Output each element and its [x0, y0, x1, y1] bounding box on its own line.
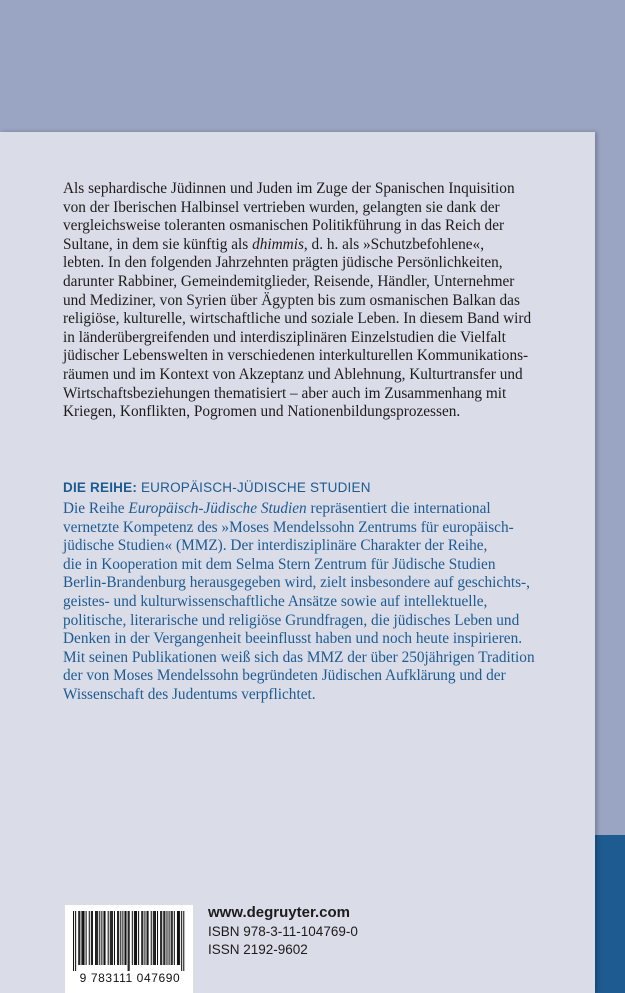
barcode-bar [111, 911, 112, 965]
barcode-bar [126, 911, 127, 965]
book-blurb: Als sephardische Jüdinnen und Juden im Zuge der Spanischen Inquisition von der Iberischen Halbinsel vertrieben wurden, gelangten sie dank der vergleichsweise toleranten osmanischen Politikführung in das Reich der Sultane, in dem sie künftig als dhimmis, d. h. als »Schutzbefohlene«, lebten. In den folgenden Jahrzehnten prägten jüdische Persönlichkeiten, darunter Rabbiner, Gemeindemitglieder, Reisende, Händler, Unternehmer und Mediziner, von Syrien über Ägypten bis zum osmanischen Balkan das religiöse, kulturelle, wirtschaftliche und soziale Leben. In diesem Band wird in länderübergreifenden und interdisziplinären Einzelstudien die Vielfalt jüdischer Lebenswelten in verschiedenen interkulturellen Kommunikations- räumen und im Kontext von Akzeptanz und Ablehnung, Kulturtransfer und Wirtschaftsbeziehungen thematisiert – aber auch im Zusammenhang mit Kriegen, Konflikten, Pogromen und Nationenbildungsprozessen. [63, 180, 532, 421]
series-name: EUROPÄISCH-JÜDISCHE STUDIEN [140, 480, 371, 495]
barcode-bar [117, 911, 118, 965]
barcode-bar [171, 911, 172, 965]
barcode-bar [135, 911, 136, 965]
barcode-bar [147, 911, 148, 965]
barcode-bar [97, 911, 98, 965]
barcode-bar [103, 911, 104, 965]
barcode-bar [178, 911, 179, 965]
barcode-bar [181, 911, 182, 971]
barcode-bar [172, 911, 173, 965]
barcode-bar [138, 911, 139, 965]
barcode-bar [155, 911, 156, 965]
barcode-bar [75, 911, 76, 971]
barcode-bar [118, 911, 119, 965]
barcode-bar [151, 911, 152, 965]
barcode-bar [110, 911, 111, 965]
barcode-bar [183, 911, 184, 971]
barcode-bar [148, 911, 149, 965]
barcode-bar [79, 911, 80, 965]
barcode-bar [132, 911, 133, 965]
barcode-bar [161, 911, 162, 965]
barcode-bar [82, 911, 83, 965]
barcode-bar [91, 911, 92, 965]
barcode-bar [136, 911, 137, 965]
barcode-bar [73, 911, 74, 971]
barcode-bar [166, 911, 167, 965]
barcode-bar [99, 911, 100, 965]
series-description: Die Reihe Europäisch-Jüdische Studien repräsentiert die international vernetzte Kompetenz des »Moses Mendelssohn Zentrums für europäisch- jüdische Studien« (MMZ). Der interdisziplinäre Charakter der Reihe, die in Kooperation mit dem Selma Stern Zentrum für Jüdische Studien Berlin-Brandenburg herausgegeben wird, zielt insbesondere auf geschichts-, geistes- und kulturwissenschaftliche Ansätze sowie auf intellektuelle, politische, literarische und religiöse Grundfragen, die jüdisches Leben und Denken in der Vergangenheit beeinflusst haben und noch heute inspirieren. Mit seinen Publikationen weiß sich das MMZ der über 250jährigen Tradition der von Moses Mendelssohn begründeten Jüdischen Aufklärung und der Wissenschaft des Judentums verpflichtet. [63, 500, 535, 703]
barcode-bar [122, 911, 123, 965]
isbn-barcode [65, 905, 193, 993]
barcode-bar [89, 911, 90, 965]
barcode-bar [157, 911, 158, 965]
accent-tab [595, 835, 625, 993]
barcode-bar [141, 911, 142, 965]
barcode-bar [84, 911, 85, 965]
isbn-line: ISBN 978-3-11-104769-0 [208, 924, 358, 939]
series-label: DIE REIHE: [63, 480, 138, 495]
barcode-bar [108, 911, 109, 965]
barcode-bar [95, 911, 96, 965]
barcode-bar [92, 911, 93, 965]
dhimmis-term: dhimmis [252, 235, 304, 253]
barcode-bar [112, 911, 113, 965]
barcode-bar [96, 911, 97, 965]
series-heading [63, 480, 371, 495]
barcode-bar [174, 911, 175, 965]
barcode-bar [105, 911, 106, 965]
barcode-bar [179, 911, 180, 965]
barcode-bars-icon [73, 911, 185, 971]
barcode-bar [163, 911, 164, 965]
barcode-number: 9 783111 047690 [79, 971, 181, 985]
series-title: Europäisch-Jüdische Studien [128, 500, 307, 517]
barcode-bar [78, 911, 79, 965]
barcode-bar [134, 911, 135, 965]
barcode-bar [144, 911, 145, 965]
barcode-bar [120, 911, 121, 965]
barcode-bar [81, 911, 82, 965]
barcode-bar [129, 911, 130, 971]
barcode-bar [124, 911, 125, 965]
barcode-bar [169, 911, 170, 965]
barcode-bar [164, 911, 165, 965]
barcode-bar [86, 911, 87, 965]
barcode-bar [154, 911, 155, 965]
barcode-bar [177, 911, 178, 965]
barcode-bar [153, 911, 154, 965]
barcode-bar [128, 911, 129, 971]
publisher-info [208, 903, 358, 959]
publisher-url[interactable]: www.degruyter.com [208, 904, 350, 921]
barcode-bar [101, 911, 102, 965]
barcode-bar [114, 911, 115, 965]
issn-line: ISSN 2192-9602 [208, 942, 308, 957]
barcode-bar [160, 911, 161, 965]
barcode-bar [142, 911, 143, 965]
